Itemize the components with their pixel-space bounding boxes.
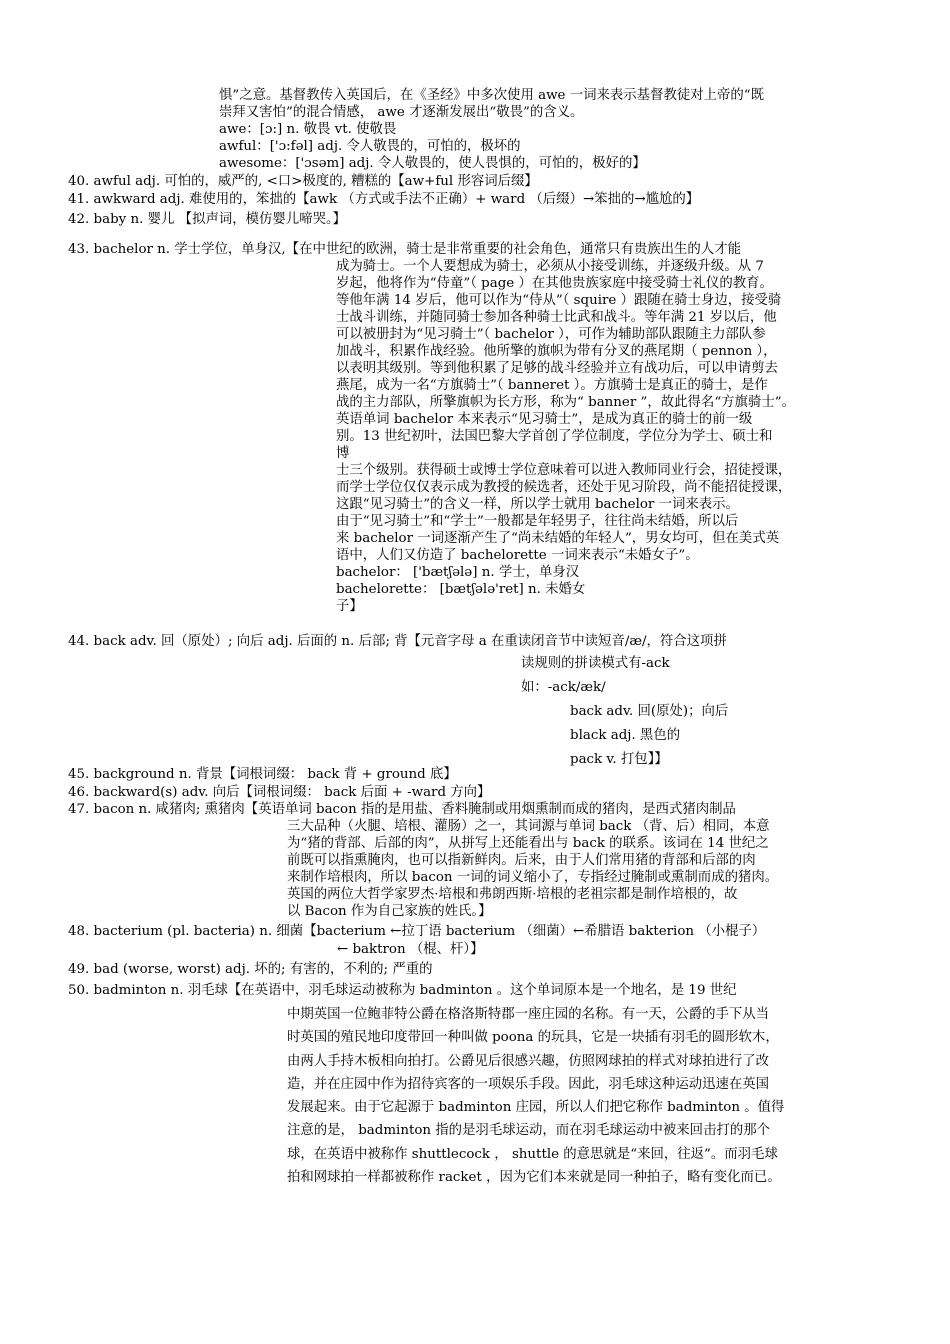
entry-43-headword: 43. bachelor n. 学士学位，单身汉,【在中世纪的欧洲，骑士是非常重要的社会角色，通常只有贵族出生的人才能 (68, 242, 741, 257)
body-line: 由两人手持木板相向拍打。公爵见后很感兴趣，仿照网球拍的样式对球拍进行了改 (287, 1053, 770, 1069)
body-line: 时英国的殖民地印度带回一种叫做 poona 的玩具，它是一块插有羽毛的圆形软木， (287, 1030, 779, 1046)
intro-line: awe：[ɔ:] n. 敬畏 vt. 使敬畏 (219, 122, 397, 137)
body-line: 来制作培根肉，所以 bacon 一词的词义缩小了，专指经过腌制或熏制而成的猪肉。 (287, 870, 779, 885)
entry-50-headword: 50. badminton n. 羽毛球【在英语中，羽毛球运动被称为 badminton 。这个单词原本是一个地名，是 19 世纪 (68, 983, 737, 998)
intro-line: awesome：['ɔsəm] adj. 令人敬畏的，使人畏惧的，可怕的，极好的】 (219, 156, 646, 171)
body-line: 英语单词 bachelor 本来表示“见习骑士”，是成为真正的骑士的前一级 (336, 412, 753, 427)
body-line: 来 bachelor 一词逐渐产生了“尚未结婚的年轻人”，男女均可，但在美式英 (336, 531, 780, 546)
body-line: bachelor： ['bætʃələ] n. 学士，单身汉 (336, 565, 580, 580)
body-line: 以 Bacon 作为自己家族的姓氏。】 (287, 904, 492, 919)
body-line: 博 (336, 446, 350, 461)
body-line: 由于“见习骑士”和“学士”一般都是年轻男子，往往尚未结婚，所以后 (336, 514, 739, 529)
intro-line: 崇拜又害怕”的混合情感， awe 才逐渐发展出“敬畏”的含义。 (219, 105, 584, 120)
intro-line: 惧”之意。基督教传入英国后，在《圣经》中多次使用 awe 一词来表示基督教徒对上帝的“既 (219, 88, 765, 103)
body-line: 成为骑士。一个人要想成为骑士，必须从小接受训练，并逐级升级。从 7 (336, 259, 764, 274)
entry-50-body (287, 1003, 784, 1189)
body-line: 等他年满 14 岁后，他可以作为“侍从”（ squire ）跟随在骑士身边，接受骑 (336, 293, 782, 308)
body-line: 三大品种（火腿、培根、灌肠）之一，其词源与单词 back （背、后）相同，本意 (287, 819, 770, 834)
body-line: bachelorette： [bætʃələ'ret] n. 未婚女 (336, 582, 586, 597)
intro-continuation (219, 87, 764, 172)
body-line: 子】 (336, 599, 363, 614)
entry-47-body (287, 818, 778, 920)
entry-44-examples (570, 700, 728, 772)
body-line: 英国的两位大哲学家罗杰·培根和弗朗西斯·培根的老祖宗都是制作培根的，故 (287, 887, 738, 902)
entry-41: 41. awkward adj. 难使用的，笨拙的【awk （方式或手法不正确）+ ward （后缀）→笨拙的→尴尬的】 (68, 192, 700, 207)
body-line: 球，在英语中被称作 shuttlecock ， shuttle 的意思就是“来回，往返”。而羽毛球 (287, 1146, 778, 1162)
body-line: 而学士学位仅仅表示成为教授的候选者，还处于见习阶段，尚不能招徒授课， (336, 480, 792, 495)
entry-48-headword: 48. bacterium (pl. bacteria) n. 细菌【bacterium ←拉丁语 bacterium （细菌）←希腊语 bakterion （小棍子） (68, 924, 766, 939)
body-line: 拍和网球拍一样都被称作 racket ，因为它们本来就是同一种拍子，略有变化而已。 (287, 1170, 781, 1186)
body-line: 语中，人们又仿造了 bachelorette 一词来表示“未婚女子”。 (336, 548, 699, 563)
entry-44-body (521, 652, 670, 700)
body-line: 加战斗，积累作战经验。他所擎的旗帜为带有分叉的燕尾期（ pennon ）， (336, 344, 777, 359)
body-line: 如：-ack/æk/ (521, 680, 606, 695)
body-line: 发展起来。由于它起源于 badminton 庄园，所以人们把它称作 badminton 。值得 (287, 1100, 785, 1116)
body-line: 读规则的拼读模式有-ack (521, 656, 670, 671)
entry-45: 45. background n. 背景【词根词缀： back 背 + ground 底】 (68, 767, 457, 782)
entry-46: 46. backward(s) adv. 向后【词根词缀： back 后面 + -ward 方向】 (68, 785, 491, 800)
example-line: black adj. 黑色的 (570, 728, 681, 743)
example-line: back adv. 回(原处)；向后 (570, 704, 729, 719)
body-line: 别。13 世纪初叶，法国巴黎大学首创了学位制度，学位分为学士、硕士和 (336, 429, 773, 444)
entry-43-body (336, 258, 795, 615)
entry-47-headword: 47. bacon n. 咸猪肉; 熏猪肉【英语单词 bacon 指的是用盐、香料腌制或用烟熏制而成的猪肉，是西式猪肉制品 (68, 802, 736, 817)
body-line: 可以被册封为“见习骑士”（ bachelor ），可作为辅助部队跟随主力部队参 (336, 327, 766, 342)
entry-44-headword: 44. back adv. 回（原处）; 向后 adj. 后面的 n. 后部; 背【元音字母 a 在重读闭音节中读短音/æ/，符合这项拼 (68, 634, 727, 649)
body-line: 注意的是， badminton 指的是羽毛球运动，而在羽毛球运动中被来回击打的那个 (287, 1123, 771, 1139)
intro-line: awful：['ɔ:fəl] adj. 令人敬畏的，可怕的，极坏的 (219, 139, 521, 154)
body-line: 前既可以指熏腌肉，也可以指新鲜肉。后来，由于人们常用猪的背部和后部的肉 (287, 853, 756, 868)
body-line: 士三个级别。获得硕士或博士学位意味着可以进入教师同业行会，招徒授课， (336, 463, 792, 478)
body-line: 为“猪的背部、后部的肉”，从拼写上还能看出与 back 的联系。该词在 14 世纪之 (287, 836, 769, 851)
body-line: 这跟“见习骑士”的含义一样，所以学士就用 bachelor 一词来表示。 (336, 497, 739, 512)
entry-42: 42. baby n. 婴儿 【拟声词，模仿婴儿啼哭。】 (68, 212, 347, 227)
entry-40: 40. awful adj. 可怕的，威严的, <口>极度的, 糟糕的【aw+ful 形容词后缀】 (68, 174, 538, 189)
example-line: pack v. 打包】】 (570, 752, 668, 767)
body-line: 以表明其级别。等到他积累了足够的战斗经验并立有战功后，可以申请剪去 (336, 361, 778, 376)
body-line: 士战斗训练，并随同骑士参加各种骑士比武和战斗。等年满 21 岁以后，他 (336, 310, 777, 325)
body-line: 岁起，他将作为“侍童”（ page ）在其他贵族家庭中接受骑士礼仪的教育。 (336, 276, 773, 291)
entry-49: 49. bad (worse, worst) adj. 坏的; 有害的，不利的; 严重的 (68, 962, 433, 977)
body-line: 战的主力部队，所擎旗帜为长方形，称为“ banner ”，故此得名“方旗骑士”。 (336, 395, 795, 410)
body-line: 造，并在庄园中作为招待宾客的一项娱乐手段。因此，羽毛球这种运动迅速在英国 (287, 1076, 770, 1092)
body-line: 中期英国一位鲍菲特公爵在格洛斯特郡一座庄园的名称。有一天，公爵的手下从当 (287, 1007, 770, 1022)
entry-48-etymology: ← baktron （棍、杆）】 (337, 942, 484, 957)
body-line: 燕尾，成为一名“方旗骑士”（ banneret ）。方旗骑士是真正的骑士，是作 (336, 378, 768, 393)
